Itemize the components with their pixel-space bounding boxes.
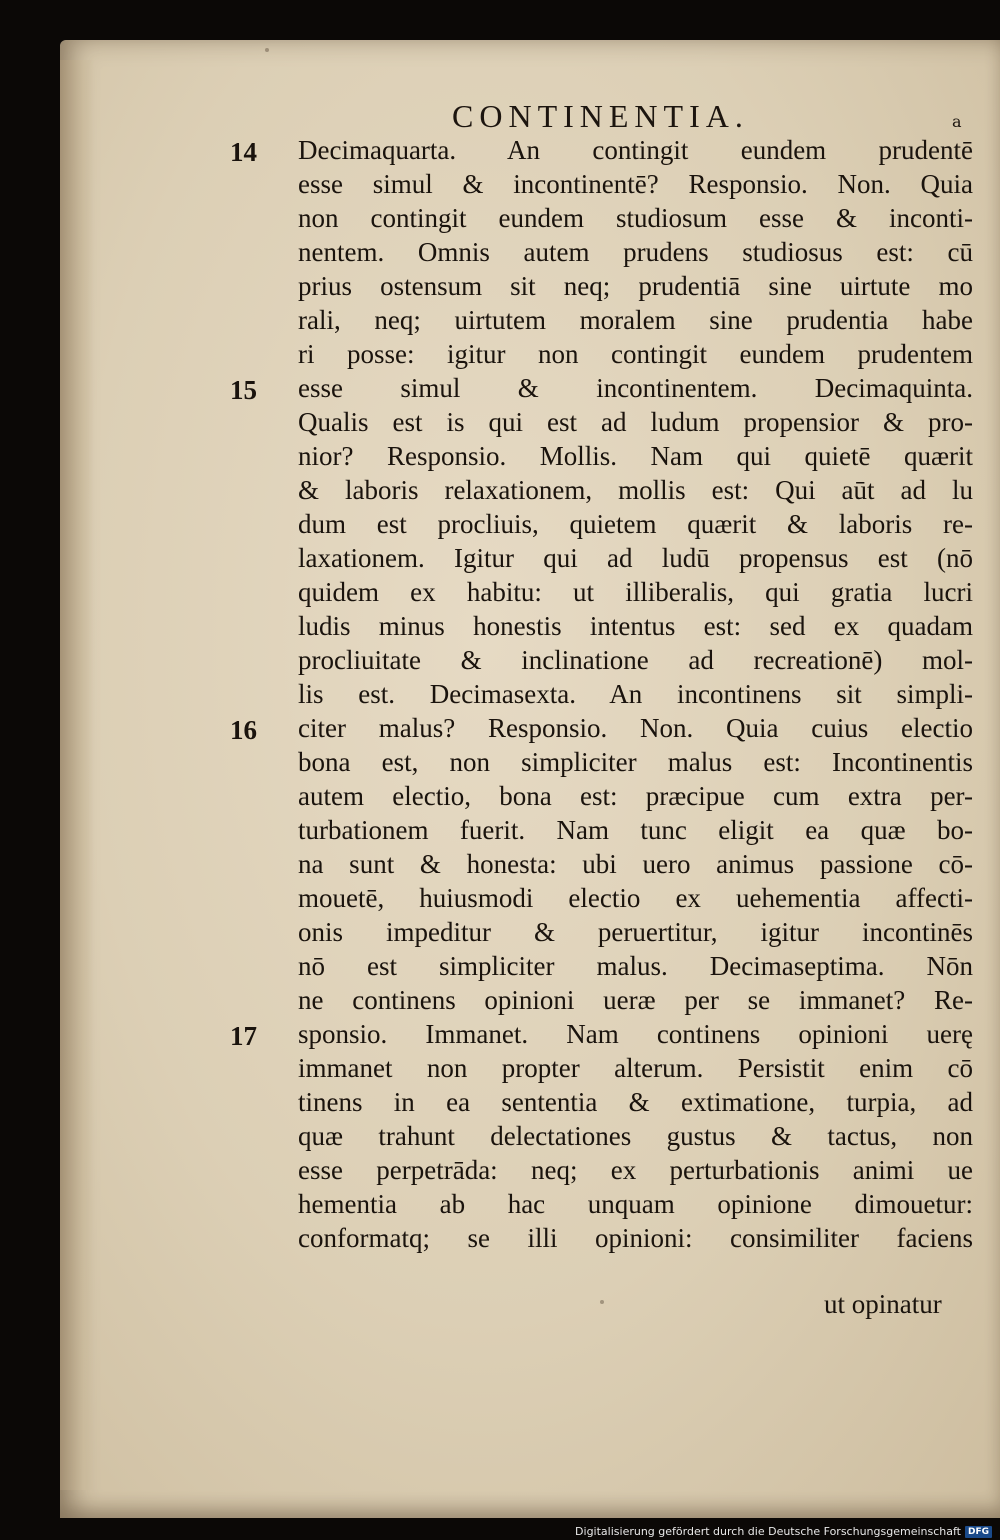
text-line: citer malus? Responsio. Non. Quia cuius electio — [298, 713, 973, 743]
dfg-logo: DFG — [965, 1526, 992, 1538]
text-line: rali, neq; uirtutem moralem sine prudentia habe — [298, 305, 973, 335]
catchword: ut opinatur — [824, 1289, 942, 1319]
text-line: conformatq; se illi opinioni: consimiliter faciens — [298, 1223, 973, 1253]
text-line: esse simul & incontinentem. Decimaquinta. — [298, 373, 973, 403]
text-line: & laboris relaxationem, mollis est: Qui aūt ad lu — [298, 475, 973, 505]
signature-mark: a — [952, 112, 962, 131]
text-line: ne continens opinioni ueræ per se immanet? Re- — [298, 985, 973, 1015]
text-line: prius ostensum sit neq; prudentiā sine uirtute mo — [298, 271, 973, 301]
body-text — [298, 133, 973, 1255]
text-line: nentem. Omnis autem prudens studiosus est: cū — [298, 237, 973, 267]
text-line: immanet non propter alterum. Persistit enim cō — [298, 1053, 973, 1083]
page-gutter-shadow — [60, 60, 94, 1490]
margin-number: 17 — [230, 1021, 257, 1051]
paper-speck — [600, 1300, 604, 1304]
text-line: ri posse: igitur non contingit eundem prudentem — [298, 339, 973, 369]
text-line: laxationem. Igitur qui ad ludū propensus est (nō — [298, 543, 973, 573]
text-line: onis impeditur & peruertitur, igitur incontinēs — [298, 917, 973, 947]
text-line: dum est procliuis, quietem quærit & laboris re- — [298, 509, 973, 539]
footer-credit — [575, 1525, 992, 1538]
margin-number: 15 — [230, 375, 257, 405]
running-head: CONTINENTIA. — [452, 98, 749, 134]
text-line: lis est. Decimasexta. An incontinens sit simpli- — [298, 679, 973, 709]
text-line: non contingit eundem studiosum esse & inconti- — [298, 203, 973, 233]
text-line: autem electio, bona est: præcipue cum extra per- — [298, 781, 973, 811]
text-line: Decimaquarta. An contingit eundem prudentē — [298, 135, 973, 165]
text-line: hementia ab hac unquam opinione dimouetur: — [298, 1189, 973, 1219]
text-line: quæ trahunt delectationes gustus & tactus, non — [298, 1121, 973, 1151]
text-line: nō est simpliciter malus. Decimaseptima. Nōn — [298, 951, 973, 981]
credit-text: Digitalisierung gefördert durch die Deutsche Forschungsgemeinschaft — [575, 1525, 961, 1538]
text-line: tinens in ea sententia & extimatione, turpia, ad — [298, 1087, 973, 1117]
text-line: ludis minus honestis intentus est: sed ex quadam — [298, 611, 973, 641]
text-line: nior? Responsio. Mollis. Nam qui quietē quærit — [298, 441, 973, 471]
text-line: procliuitate & inclinatione ad recreationē) mol- — [298, 645, 973, 675]
text-line: bona est, non simpliciter malus est: Incontinentis — [298, 747, 973, 777]
text-line: esse simul & incontinentē? Responsio. Non. Quia — [298, 169, 973, 199]
margin-number: 14 — [230, 137, 257, 167]
text-line: quidem ex habitu: ut illiberalis, qui gratia lucri — [298, 577, 973, 607]
text-line: na sunt & honesta: ubi uero animus passione cō- — [298, 849, 973, 879]
text-line: Qualis est is qui est ad ludum propensior & pro- — [298, 407, 973, 437]
text-line: mouetē, huiusmodi electio ex uehementia affecti- — [298, 883, 973, 913]
text-line: sponsio. Immanet. Nam continens opinioni uerę — [298, 1019, 973, 1049]
text-line: esse perpetrāda: neq; ex perturbationis animi ue — [298, 1155, 973, 1185]
margin-number: 16 — [230, 715, 257, 745]
text-line: turbationem fuerit. Nam tunc eligit ea quæ bo- — [298, 815, 973, 845]
paper-speck — [265, 48, 269, 52]
